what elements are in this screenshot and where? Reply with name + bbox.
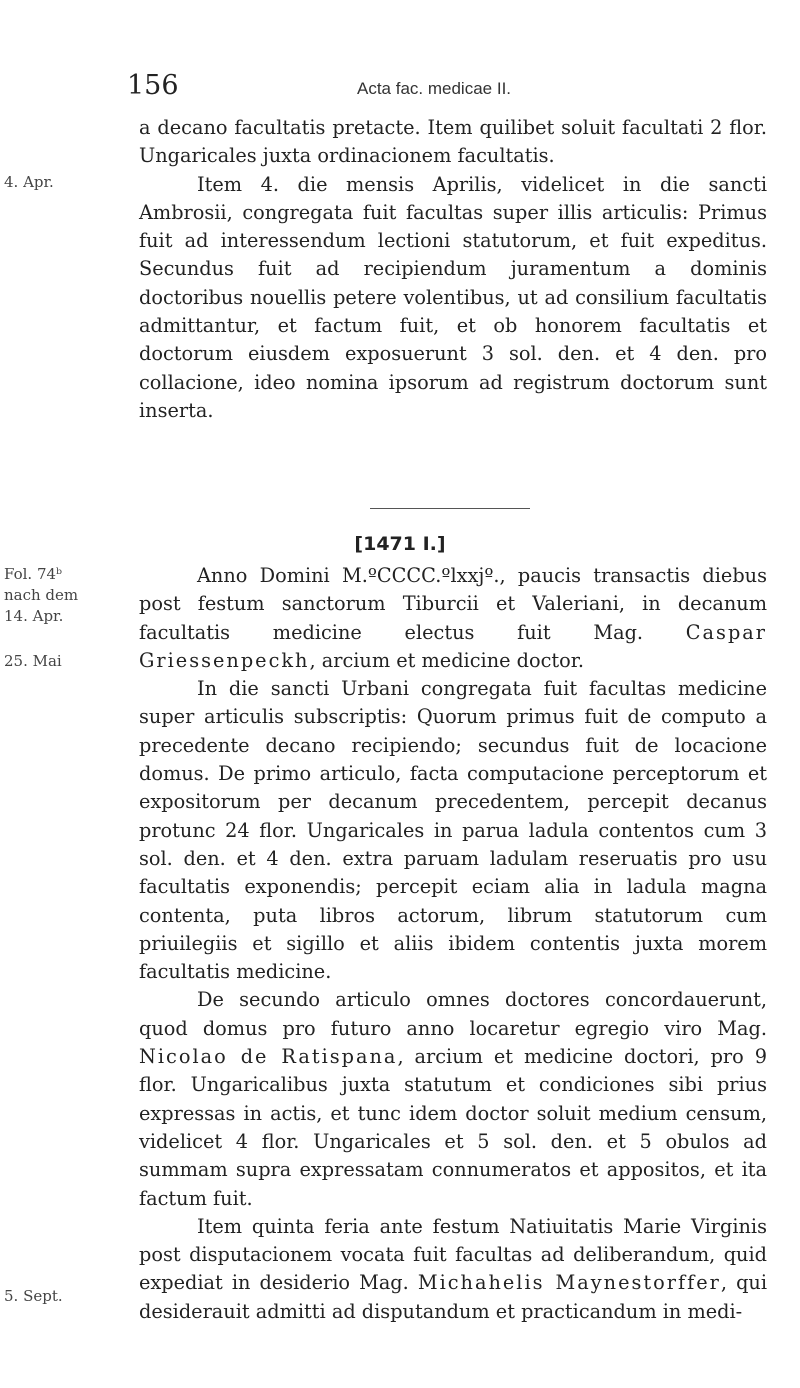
year-heading: [1471 I.] bbox=[354, 533, 446, 555]
september-text-end: , qui desiderauit admitti ad disputandum et practicandum in medi- bbox=[139, 1271, 767, 1323]
margin-note-may25: 25. Mai bbox=[4, 652, 62, 670]
person-name: Caspar Griessenpeckh bbox=[139, 620, 767, 672]
paragraph-domus bbox=[139, 986, 767, 1212]
paragraph-election bbox=[139, 562, 767, 675]
person-name: Michahelis Maynestorffer bbox=[417, 1271, 721, 1295]
section-divider bbox=[370, 508, 530, 509]
paragraph-april: Item 4. die mensis Aprilis, videlicet in die sancti Ambrosii, congregata fuit facultas super illis articulis: Primus fuit ad interessendum lectioni statutorum, et fuit expeditus. Secundus fuit ad recipiendum juramentum a dominis doctoribus nouellis petere volentibus, ut ad consilium facultatis admittantur, et factum fuit, et ob honorem facultatis et doctorum eiusdem exposuerunt 3 sol. den. et 4 den. pro collacione, ideo nomina ipsorum ad registrum doctorum sunt inserta. bbox=[139, 172, 767, 422]
september-text: Item quinta feria ante festum Natiuitatis Marie Virginis post disputacionem vocata fuit facultas ad deliberandum, quid expediat in desiderio Mag. bbox=[139, 1214, 767, 1295]
paragraph-urbani: In die sancti Urbani congregata fuit facultas medicine super articulis subscriptis: Quorum primus fuit de computo a precedente decano recipiendo; secundus fuit de locacione domus. De primo articulo, facta computacione perceptorum et expositorum per decanum precedentem, percepit decanus protunc 24 flor. Ungaricales in parua ladula contentos cum 3 sol. den. et 4 den. extra paruam ladulam reseruatis pro usu facultatis exponendis; percepit eciam alia in ladula magna contenta, puta libros actorum, librum statutorum cum priuilegiis et sigillo et aliis ibidem contentis juxta morem facultatis medicine. bbox=[139, 677, 767, 984]
page-number: 156 bbox=[127, 70, 179, 101]
paragraph-continuation: a decano facultatis pretacte. Item quilibet soluit facultati 2 flor. Ungaricales juxta ordinacionem facultatis. bbox=[139, 116, 767, 168]
election-text-end: , arcium et medicine doctor. bbox=[309, 648, 584, 672]
margin-note-sept5: 5. Sept. bbox=[4, 1287, 63, 1305]
running-title: Acta fac. medicae II. bbox=[357, 79, 512, 98]
section-2-text bbox=[139, 562, 767, 1326]
paragraph-september bbox=[139, 1213, 767, 1326]
election-text: Anno Domini M.ºCCCC.ºlxxjº., paucis transactis diebus post festum sanctorum Tiburcii et Valeriani, in decanum facultatis medicine electus fuit Mag. bbox=[139, 564, 767, 644]
margin-note-fol74: Fol. 74ᵇ nach dem 14. Apr. bbox=[4, 565, 79, 625]
section-1-text bbox=[139, 114, 767, 425]
person-name: Nicolao de Ratispana bbox=[139, 1045, 398, 1069]
domus-text: De secundo articulo omnes doctores concordauerunt, quod domus pro futuro anno locaretur egregio viro Mag. bbox=[139, 988, 767, 1040]
domus-text-end: , arcium et medicine doctori, pro 9 flor. Ungaricalibus juxta statutum et condiciones sibi prius expressas in actis, et tunc idem doctor soluit medium censum, videlicet 4 flor. Ungaricales et 5 sol. den. et 5 obulos ad summam supra expressatam connumeratos et appositos, et ita factum fuit. bbox=[139, 1045, 767, 1210]
margin-note-apr4: 4. Apr. bbox=[4, 173, 54, 191]
